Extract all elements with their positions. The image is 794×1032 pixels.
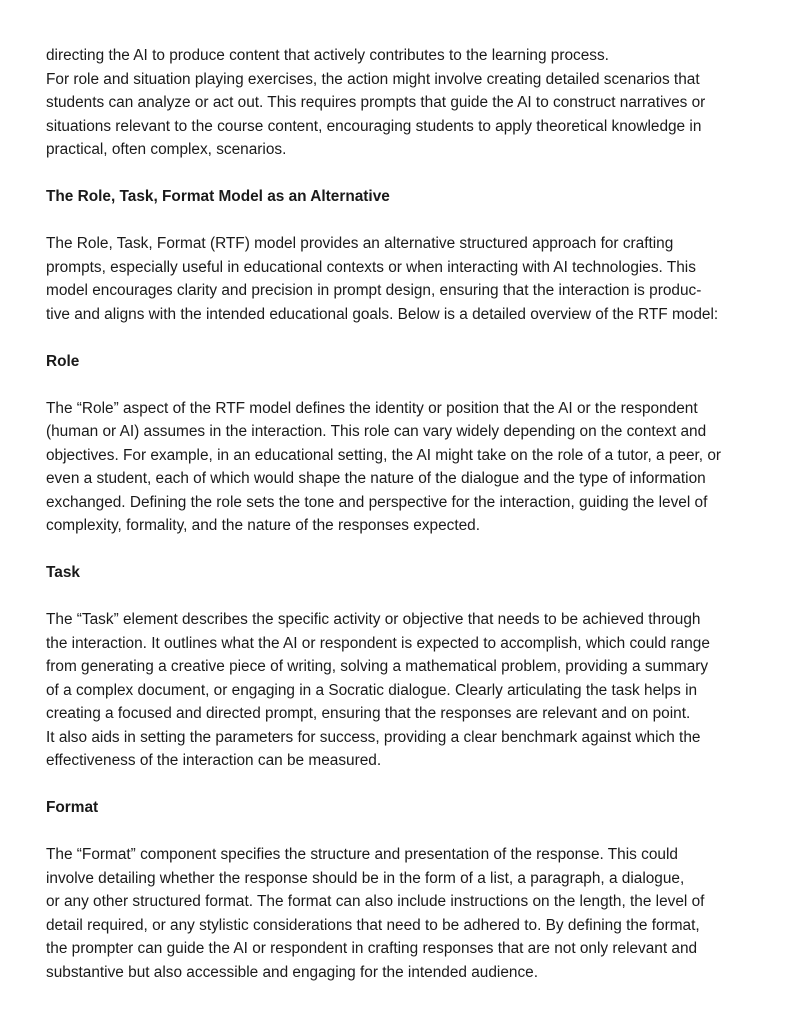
- text-line: exchanged. Defining the role sets the tone and perspective for the interaction, guiding the level of: [46, 493, 708, 511]
- document-page: [46, 44, 758, 984]
- text-line: directing the AI to produce content that actively contributes to the learning process.: [46, 47, 609, 64]
- paragraph-task: [46, 608, 758, 773]
- text-line: objectives. For example, in an educational setting, the AI might take on the role of a tutor, a peer, or: [46, 446, 722, 464]
- text-line: the prompter can guide the AI or respondent in crafting responses that are not only relevant and: [46, 940, 698, 957]
- text-line: The “Role” aspect of the RTF model defines the identity or position that the AI or the respondent: [46, 399, 698, 417]
- text-line: involve detailing whether the response should be in the form of a list, a paragraph, a dialogue,: [46, 869, 685, 887]
- text-line: practical, often complex, scenarios.: [46, 141, 287, 158]
- paragraph-role: [46, 397, 758, 538]
- text-line: The Role, Task, Format (RTF) model provides an alternative structured approach for crafting: [46, 235, 674, 252]
- text-line: It also aids in setting the parameters for success, providing a clear benchmark against which the: [46, 728, 701, 746]
- text-line: model encourages clarity and precision in prompt design, ensuring that the interaction is produc-: [46, 282, 702, 299]
- text-line: complexity, formality, and the nature of the responses expected.: [46, 517, 481, 534]
- text-line: or any other structured format. The format can also include instructions on the length, the level of: [46, 893, 705, 910]
- text-line: effectiveness of the interaction can be measured.: [46, 752, 382, 769]
- text-line: situations relevant to the course content, encouraging students to apply theoretical knowledge in: [46, 117, 702, 135]
- text-line: The “Format” component specifies the structure and presentation of the response. This could: [46, 846, 678, 863]
- text-line: detail required, or any stylistic considerations that need to be adhered to. By defining the format,: [46, 916, 700, 934]
- section-heading-role: Role: [46, 352, 80, 370]
- text-line: substantive but also accessible and engaging for the intended audience.: [46, 963, 538, 981]
- paragraph-intro-continuation: [46, 44, 758, 162]
- text-line: prompts, especially useful in educational contexts or when interacting with AI technologies. This: [46, 258, 696, 276]
- section-heading-task: Task: [46, 564, 80, 581]
- text-line: (human or AI) assumes in the interaction. This role can vary widely depending on the context and: [46, 423, 707, 440]
- section-heading-format: Format: [46, 799, 99, 816]
- section-heading-rtf-model: The Role, Task, Format Model as an Alternative: [46, 188, 390, 205]
- text-line: The “Task” element describes the specific activity or objective that needs to be achieved through: [46, 611, 701, 628]
- text-line: students can analyze or act out. This requires prompts that guide the AI to construct narratives or: [46, 94, 706, 111]
- paragraph-format: [46, 843, 758, 984]
- text-line: For role and situation playing exercises, the action might involve creating detailed scenarios that: [46, 70, 700, 88]
- paragraph-rtf-overview: [46, 232, 758, 326]
- text-line: the interaction. It outlines what the AI or respondent is expected to accomplish, which could range: [46, 634, 710, 652]
- text-line: tive and aligns with the intended educational goals. Below is a detailed overview of the RTF model:: [46, 305, 719, 323]
- text-line: from generating a creative piece of writing, solving a mathematical problem, providing a summary: [46, 658, 709, 675]
- text-line: even a student, each of which would shape the nature of the dialogue and the type of information: [46, 470, 706, 487]
- text-line: creating a focused and directed prompt, ensuring that the responses are relevant and on point.: [46, 705, 691, 722]
- text-line: of a complex document, or engaging in a Socratic dialogue. Clearly articulating the task helps in: [46, 681, 698, 699]
